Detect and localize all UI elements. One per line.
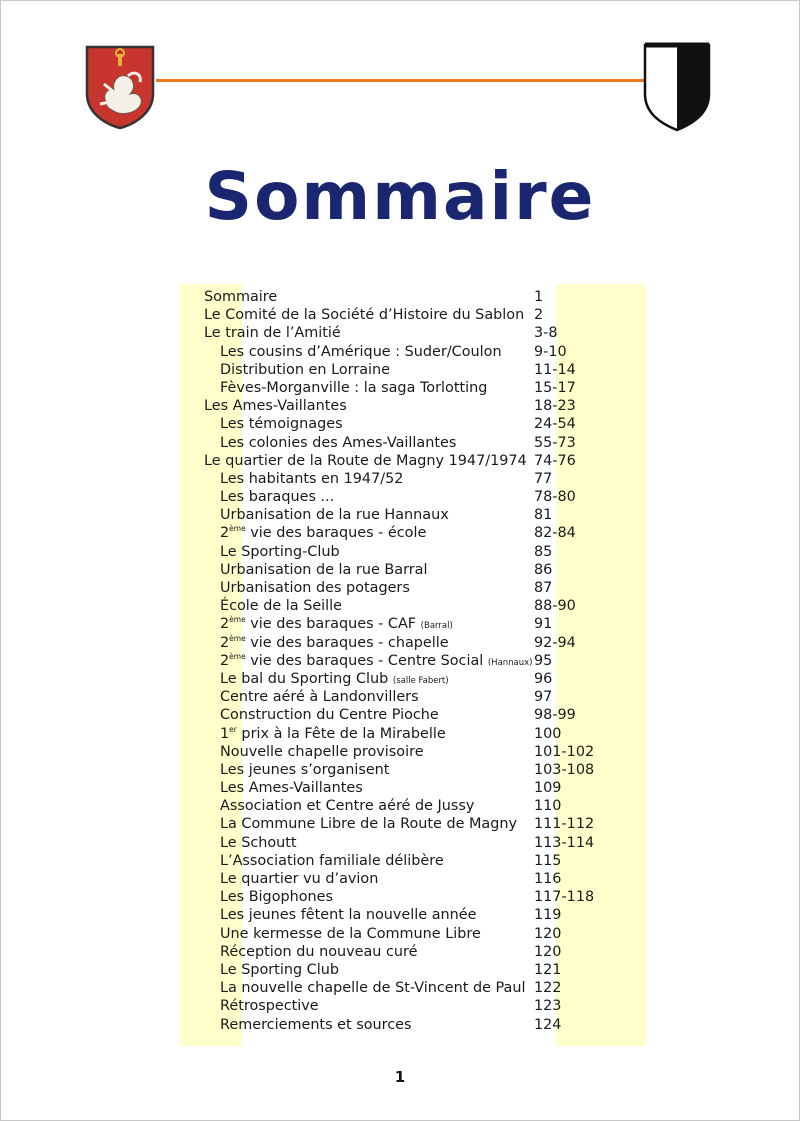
toc-entry-page: 123 (534, 998, 562, 1015)
toc-entry-text: Fèves-Morganville : la saga Torlotting (220, 379, 488, 396)
toc-entry-title (204, 397, 347, 415)
toc-entry (0, 434, 800, 452)
toc-entry-text: La nouvelle chapelle de St-Vincent de Paul (220, 980, 526, 997)
toc-entry (0, 288, 800, 306)
toc-entry (0, 306, 800, 324)
toc-entry (0, 324, 800, 342)
dragon-crest-icon (84, 44, 156, 130)
toc-entry (0, 888, 800, 906)
toc-entry-text: Remerciements et sources (220, 1016, 412, 1033)
toc-entry-title (204, 324, 341, 342)
toc-entry (0, 415, 800, 433)
toc-entry-title (220, 961, 339, 979)
toc-entry-text: Les Ames-Vaillantes (204, 398, 347, 415)
toc-entry-title (220, 652, 533, 672)
toc-entry-page: 81 (534, 507, 553, 524)
toc-entry-title (220, 415, 343, 433)
toc-entry-text: Les cousins d’Amérique : Suder/Coulon (220, 343, 502, 360)
ordinal-number: 2 (220, 634, 230, 651)
toc-entry-title (220, 834, 297, 852)
ordinal-number: 1 (220, 725, 230, 742)
toc-entry-text: vie des baraques - Centre Social (245, 652, 488, 669)
toc-entry-text: Les jeunes fêtent la nouvelle année (220, 907, 477, 924)
toc-entry (0, 543, 800, 561)
toc-entry-text: Sommaire (204, 289, 278, 305)
toc-entry-text: prix à la Fête de la Mirabelle (236, 725, 446, 742)
toc-entry-title (220, 797, 474, 815)
toc-entry-text: Nouvelle chapelle provisoire (220, 743, 424, 760)
toc-entry-title (220, 615, 453, 635)
toc-entry-title (220, 761, 389, 779)
toc-entry-text: La Commune Libre de la Route de Magny (220, 816, 518, 833)
toc-entry (0, 506, 800, 524)
toc-entry (0, 706, 800, 724)
toc-entry-title (220, 925, 481, 943)
toc-entry-title (220, 379, 487, 397)
toc-entry (0, 615, 800, 633)
toc-entry-title (220, 997, 319, 1015)
toc-entry-text: L’Association familiale délibère (220, 852, 444, 869)
toc-entry-page: 109 (534, 780, 562, 797)
ordinal-suffix: er (229, 724, 237, 734)
toc-entry-text: Urbanisation de la rue Barral (220, 561, 428, 578)
toc-entry-page: 9-10 (534, 343, 567, 360)
toc-entry-title (220, 1016, 412, 1034)
toc-entry-text: Le train de l’Amitié (204, 325, 341, 342)
toc-entry-page: 2 (534, 307, 544, 324)
toc-entry (0, 452, 800, 470)
ordinal-number: 2 (220, 616, 230, 633)
toc-entry-text: Les témoignages (220, 416, 343, 433)
toc-entry-title (220, 434, 456, 452)
toc-entry-text: Une kermesse de la Commune Libre (220, 925, 481, 942)
toc-entry-page: 15-17 (534, 379, 576, 396)
toc-entry-note: (salle Fabert) (392, 675, 449, 686)
toc-entry (0, 361, 800, 379)
toc-entry-text: Association et Centre aéré de Jussy (220, 798, 475, 815)
ordinal-suffix: ème (229, 524, 246, 534)
toc-entry-title (220, 543, 340, 561)
toc-entry (0, 725, 800, 743)
toc-entry (0, 943, 800, 961)
toc-entry (0, 979, 800, 997)
ordinal-suffix: ème (229, 651, 246, 661)
toc-entry-page: 103-108 (534, 761, 595, 778)
toc-entry-page: 110 (534, 798, 562, 815)
toc-entry-title (220, 743, 424, 761)
toc-entry-title (220, 524, 426, 542)
toc-entry-note: (Hannaux) (487, 657, 533, 668)
toc-entry-title (220, 597, 342, 615)
ordinal-number: 2 (220, 652, 230, 669)
toc-entry-title (220, 852, 444, 870)
toc-entry-page: 24-54 (534, 416, 576, 433)
toc-entry (0, 524, 800, 542)
toc-entry-title (204, 288, 277, 306)
toc-entry-page: 117-118 (534, 889, 595, 906)
toc-entry-title (220, 506, 449, 524)
toc-entry (0, 925, 800, 943)
toc-entry-text: vie des baraques - CAF (245, 616, 421, 633)
toc-entry (0, 815, 800, 833)
ordinal-suffix: ème (229, 615, 246, 625)
toc-entry-text: Le bal du Sporting Club (220, 670, 393, 687)
toc-entry-title (220, 634, 449, 652)
toc-entry-page: 3-8 (534, 325, 558, 342)
toc-entry-page: 55-73 (534, 434, 576, 451)
toc-entry-text: Le quartier vu d’avion (220, 871, 379, 887)
toc-entry-page: 122 (534, 980, 562, 997)
toc-entry (0, 906, 800, 924)
toc-entry-note: (Barral) (420, 621, 453, 632)
toc-entry-text: Les baraques ... (220, 489, 335, 506)
toc-entry-title (220, 725, 446, 743)
toc-entry (0, 634, 800, 652)
toc-entry (0, 488, 800, 506)
toc-entry-title (220, 343, 502, 361)
toc-entry-title (220, 979, 525, 997)
toc-entry (0, 597, 800, 615)
toc-entry-text: Le Sporting Club (220, 961, 339, 978)
toc-entry-page: 100 (534, 725, 562, 742)
toc-entry-page: 88-90 (534, 598, 576, 615)
toc-entry (0, 797, 800, 815)
toc-entry-title (220, 670, 449, 690)
toc-entry-text: vie des baraques - école (245, 525, 427, 542)
toc-entry-page: 120 (534, 943, 562, 960)
toc-entry-page: 120 (534, 925, 562, 942)
toc-entry-page: 91 (534, 616, 553, 633)
toc-entry-page: 124 (534, 1016, 562, 1033)
toc-entry-page: 18-23 (534, 398, 576, 415)
toc-entry-page: 87 (534, 580, 553, 596)
toc-entry-page: 1 (534, 289, 544, 305)
toc-entry-text: Centre aéré à Landonvillers (220, 689, 419, 706)
toc-entry-title (220, 815, 517, 833)
toc-entry (0, 652, 800, 670)
toc-entry-text: vie des baraques - chapelle (245, 634, 449, 651)
toc-entry (0, 579, 800, 597)
toc-entry-title (220, 888, 333, 906)
toc-entry-page: 85 (534, 543, 553, 560)
toc-entry-page: 77 (534, 470, 553, 487)
toc-entry-page: 74-76 (534, 452, 576, 469)
toc-entry-title (220, 488, 334, 506)
toc-entry-text: Le quartier de la Route de Magny 1947/1974 (204, 452, 527, 469)
toc-entry (0, 561, 800, 579)
toc-entry-title (220, 470, 403, 488)
table-of-contents (0, 288, 800, 1034)
orange-rule (156, 79, 644, 82)
toc-entry (0, 343, 800, 361)
toc-entry (0, 852, 800, 870)
toc-entry-title (220, 943, 418, 961)
toc-entry (0, 379, 800, 397)
toc-entry-page: 96 (534, 670, 553, 687)
toc-entry-text: Distribution en Lorraine (220, 361, 391, 378)
toc-entry-title (204, 306, 524, 324)
toc-entry (0, 688, 800, 706)
toc-entry-text: Le Sporting-Club (220, 543, 340, 560)
toc-entry (0, 670, 800, 688)
toc-entry-title (220, 688, 419, 706)
ordinal-number: 2 (220, 525, 230, 542)
toc-entry-page: 115 (534, 852, 562, 869)
toc-entry (0, 397, 800, 415)
toc-entry-text: Urbanisation des potagers (220, 580, 410, 596)
toc-entry-page: 82-84 (534, 525, 576, 542)
toc-entry-text: Urbanisation de la rue Hannaux (220, 507, 449, 524)
page-title: Sommaire (204, 158, 596, 235)
toc-entry (0, 961, 800, 979)
toc-entry (0, 743, 800, 761)
toc-entry-text: École de la Seille (220, 598, 343, 615)
toc-entry-text: Les colonies des Ames-Vaillantes (220, 434, 457, 451)
black-white-shield-icon (642, 42, 712, 132)
toc-entry-text: Rétrospective (220, 998, 319, 1015)
toc-entry (0, 779, 800, 797)
toc-entry-text: Les jeunes s’organisent (220, 761, 390, 778)
toc-entry-title (220, 779, 363, 797)
toc-entry-title (220, 906, 476, 924)
toc-entry-title (220, 361, 390, 379)
page-number: 1 (394, 1068, 406, 1086)
toc-entry-page: 116 (534, 871, 562, 887)
toc-entry-page: 95 (534, 652, 553, 669)
toc-entry-title (204, 452, 527, 470)
toc-entry (0, 870, 800, 888)
toc-entry-title (220, 706, 439, 724)
toc-entry-text: Le Schoutt (220, 834, 297, 851)
toc-entry-text: Le Comité de la Société d’Histoire du Sablon (204, 307, 525, 324)
toc-entry-page: 98-99 (534, 707, 576, 724)
ordinal-suffix: ème (229, 633, 246, 643)
toc-entry (0, 470, 800, 488)
toc-entry-title (220, 561, 427, 579)
toc-entry-page: 113-114 (534, 834, 595, 851)
toc-entry-page: 78-80 (534, 489, 576, 506)
toc-entry-page: 101-102 (534, 743, 595, 760)
toc-entry-text: Les Bigophones (220, 889, 334, 906)
toc-entry-text: Réception du nouveau curé (220, 943, 418, 960)
toc-entry-page: 121 (534, 961, 562, 978)
toc-entry-page: 11-14 (534, 361, 576, 378)
toc-entry (0, 1016, 800, 1034)
toc-entry-page: 86 (534, 561, 553, 578)
toc-entry-page: 92-94 (534, 634, 576, 651)
toc-entry-text: Construction du Centre Pioche (220, 707, 439, 724)
toc-entry (0, 997, 800, 1015)
toc-entry-page: 119 (534, 907, 562, 924)
toc-entry-page: 111-112 (534, 816, 595, 833)
toc-entry-page: 97 (534, 689, 553, 706)
toc-entry-title (220, 579, 410, 597)
toc-entry-title (220, 870, 378, 888)
toc-entry (0, 834, 800, 852)
toc-entry (0, 761, 800, 779)
toc-entry-text: Les habitants en 1947/52 (220, 470, 404, 487)
toc-entry-text: Les Ames-Vaillantes (220, 780, 363, 797)
